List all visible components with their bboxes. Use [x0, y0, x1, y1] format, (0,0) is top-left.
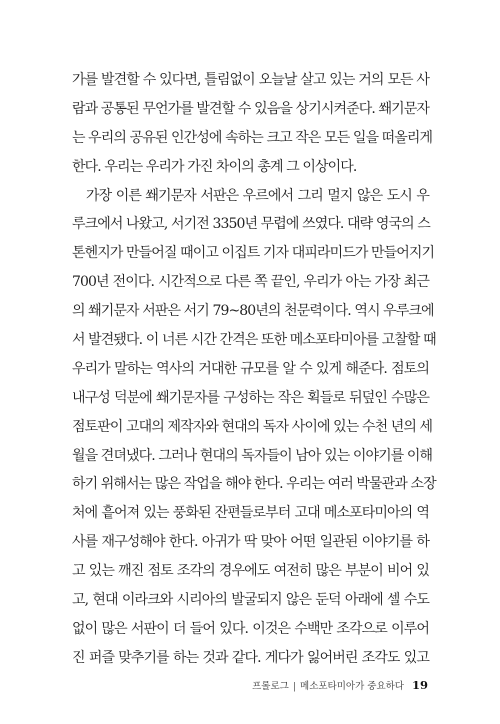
body-text	[72, 66, 436, 673]
text-line: 700년 전이다. 시간적으로 다른 쪽 끝인, 우리가 아는 가장 최근	[72, 274, 429, 291]
footer-chapter-title: 메소포타미아가 중요하다	[300, 681, 404, 692]
text-line: 사를 재구성해야 한다. 아귀가 딱 맞아 어떤 일관된 이야기를 하	[72, 534, 429, 551]
text-line: 처에 흩어져 있는 풍화된 잔편들로부터 고대 메소포타미아의 역	[72, 505, 429, 522]
text-line: 한다. 우리는 우리가 가진 차이의 총계 그 이상이다.	[72, 158, 357, 175]
text-line: 람과 공통된 무언가를 발견할 수 있음을 상기시켜준다. 쐐기문자	[72, 100, 429, 117]
text-line: 우리가 말하는 역사의 거대한 규모를 알 수 있게 해준다. 점토의	[72, 360, 429, 377]
text-line: 의 쐐기문자 서판은 서기 79~80년의 천문력이다. 역시 우루크에	[72, 303, 434, 320]
footer-section: 프롤로그	[252, 681, 289, 692]
footer-separator: |	[292, 681, 297, 692]
text-line: 고, 현대 이라크와 시리아의 발굴되지 않은 둔덕 아래에 셀 수도	[72, 592, 429, 609]
text-line: 루크에서 나왔고, 서기전 3350년 무렵에 쓰였다. 대략 영국의 스	[72, 216, 430, 233]
text-line: 는 우리의 공유된 인간성에 속하는 크고 작은 모든 일을 떠올리게	[72, 129, 433, 146]
text-line: 하기 위해서는 많은 작업을 해야 한다. 우리는 여러 박물관과 소장	[72, 476, 436, 493]
text-line: 내구성 덕분에 쐐기문자를 구성하는 작은 획들로 뒤덮인 수많은	[72, 389, 429, 406]
text-line: 점토판이 고대의 제작자와 현대의 독자 사이에 있는 수천 년의 세	[72, 418, 433, 435]
page-number: 19	[411, 678, 428, 692]
text-line: 고 있는 깨진 점토 조각의 경우에도 여전히 많은 부분이 비어 있	[72, 563, 429, 580]
text-line: 월을 견뎌냈다. 그러나 현대의 독자들이 남아 있는 이야기를 이해	[72, 447, 433, 464]
text-line: 가장 이른 쐐기문자 서판은 우르에서 그리 멀지 않은 도시 우	[86, 187, 429, 204]
text-line: 톤헨지가 만들어질 때이고 이집트 기자 대피라미드가 만들어지기	[72, 245, 435, 262]
text-line: 없이 많은 서판이 더 들어 있다. 이것은 수백만 조각으로 이루어	[72, 620, 429, 637]
text-line: 가를 발견할 수 있다면, 틀림없이 오늘날 살고 있는 거의 모든 사	[72, 72, 429, 88]
text-line: 서 발견됐다. 이 너른 시간 간격은 또한 메소포타미아를 고찰할 때	[72, 332, 436, 349]
text-line: 진 퍼즐 맞추기를 하는 것과 같다. 게다가 잃어버린 조각도 있고	[72, 649, 429, 666]
running-footer	[252, 675, 428, 695]
